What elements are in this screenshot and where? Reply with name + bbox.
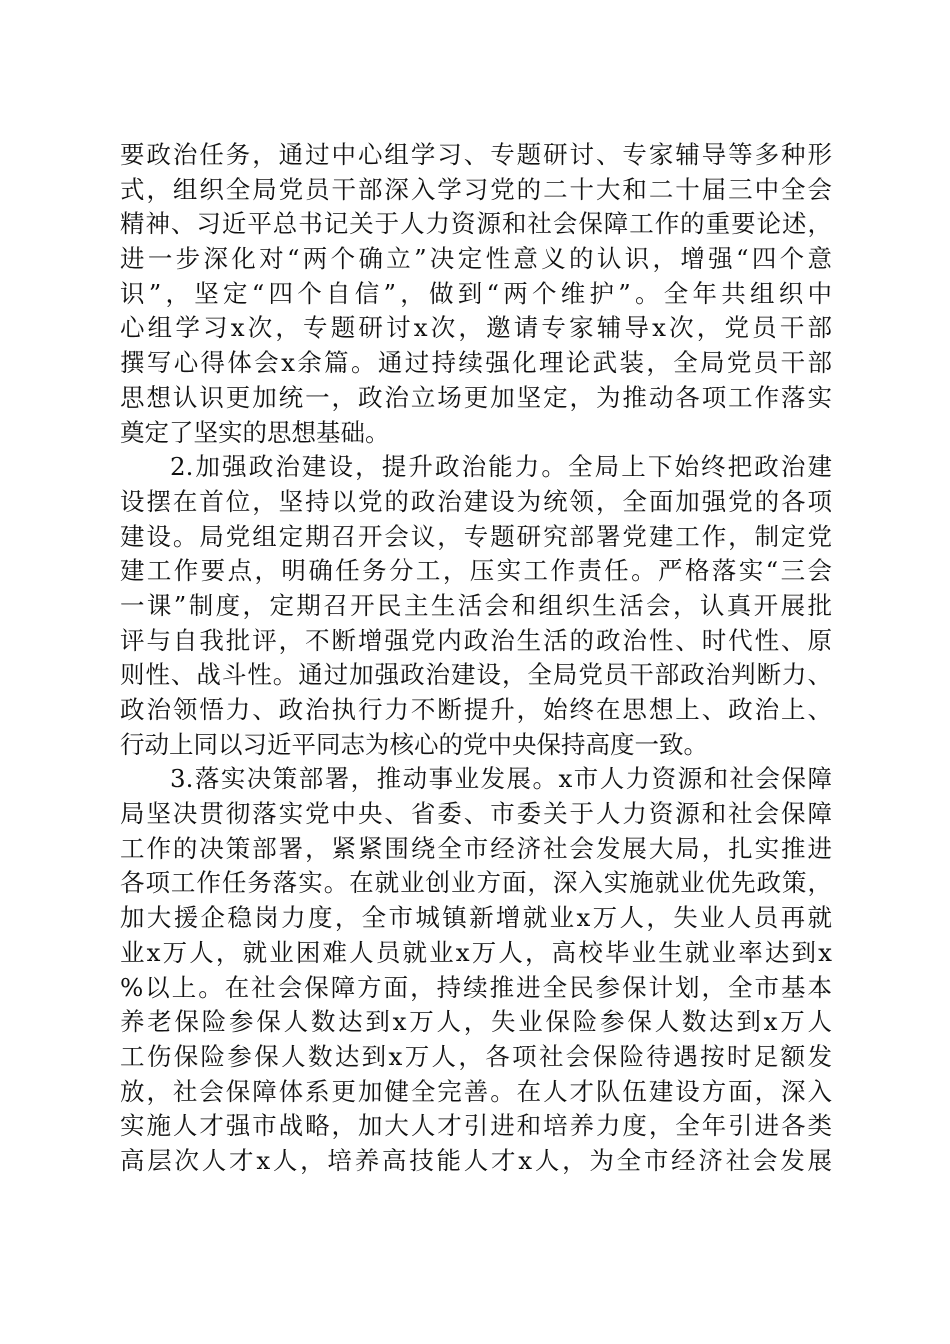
paragraph-political-building	[120, 450, 832, 762]
text-line: 精神、习近平总书记关于人力资源和社会保障工作的重要论述，	[120, 209, 832, 239]
text-line: 加大援企稳岗力度，全市城镇新增就业x万人，失业人员再就	[120, 903, 832, 933]
text-line: %以上。在社会保障方面，持续推进全民参保计划，全市基本	[120, 972, 832, 1002]
text-line: 心组学习x次，专题研讨x次，邀请专家辅导x次，党员干部	[120, 313, 832, 343]
text-line: 建设。局党组定期召开会议，专题研究部署党建工作，制定党	[120, 521, 832, 551]
text-line: 工作的决策部署，紧紧围绕全市经济社会发展大局，扎实推进	[120, 833, 832, 863]
paragraph-decision-implementation	[120, 762, 832, 1178]
text-line: 实施人才强市战略，加大人才引进和培养力度，全年引进各类	[120, 1111, 832, 1141]
text-line: 设摆在首位，坚持以党的政治建设为统领，全面加强党的各项	[120, 486, 832, 516]
text-line: 要政治任务，通过中心组学习、专题研讨、专家辅导等多种形	[120, 140, 832, 169]
text-line: 养老保险参保人数达到x万人，失业保险参保人数达到x万人	[120, 1007, 832, 1037]
text-line: 撰写心得体会x余篇。通过持续强化理论武装，全局党员干部	[120, 348, 832, 378]
text-line: 建工作要点，明确任务分工，压实工作责任。严格落实“三会	[120, 556, 832, 586]
text-line: 工伤保险参保人数达到x万人，各项社会保险待遇按时足额发	[120, 1041, 832, 1071]
text-line: 式，组织全局党员干部深入学习党的二十大和二十届三中全会	[120, 174, 832, 204]
text-line: 进一步深化对“两个确立”决定性意义的认识，增强“四个意	[120, 244, 832, 274]
text-line: 2.加强政治建设，提升政治能力。全局上下始终把政治建	[170, 452, 832, 482]
text-line: 一课”制度，定期召开民主生活会和组织生活会，认真开展批	[120, 590, 832, 620]
text-line: 识”，坚定“四个自信”，做到“两个维护”。全年共组织中	[120, 278, 832, 308]
text-line: 业x万人，就业困难人员就业x万人，高校毕业生就业率达到x	[120, 937, 832, 967]
text-line: 行动上同以习近平同志为核心的党中央保持高度一致。	[120, 729, 708, 759]
body-text	[120, 138, 832, 1179]
text-line: 评与自我批评，不断增强党内政治生活的政治性、时代性、原	[120, 625, 832, 655]
text-line: 政治领悟力、政治执行力不断提升，始终在思想上、政治上、	[120, 695, 832, 724]
text-line: 则性、战斗性。通过加强政治建设，全局党员干部政治判断力、	[120, 660, 832, 690]
text-line: 3.落实决策部署，推动事业发展。x市人力资源和社会保障	[170, 764, 832, 794]
text-line: 高层次人才x人，培养高技能人才x人，为全市经济社会发展	[120, 1145, 832, 1175]
text-line: 放，社会保障体系更加健全完善。在人才队伍建设方面，深入	[120, 1076, 832, 1106]
paragraph-theory-study	[120, 138, 832, 450]
text-line: 各项工作任务落实。在就业创业方面，深入实施就业优先政策，	[120, 868, 832, 898]
text-line: 思想认识更加统一，政治立场更加坚定，为推动各项工作落实	[120, 382, 832, 412]
text-line: 局坚决贯彻落实党中央、省委、市委关于人力资源和社会保障	[120, 799, 832, 829]
text-line: 奠定了坚实的思想基础。	[120, 417, 390, 447]
